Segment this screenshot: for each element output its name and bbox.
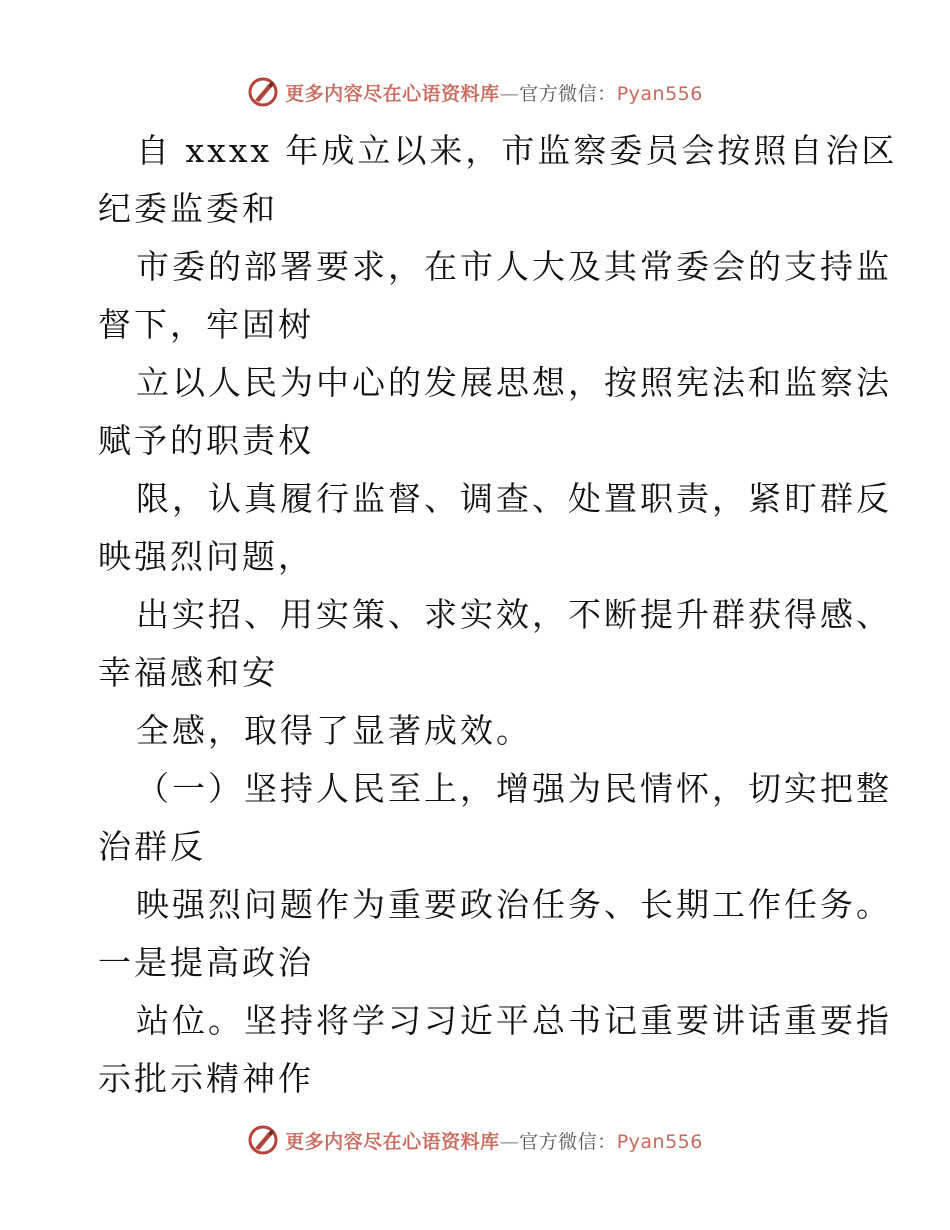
text-line: 治群反 <box>98 827 206 866</box>
header-brand: 更多内容尽在心语资料库 <box>285 82 500 105</box>
text-line: 赋予的职责权 <box>98 421 314 460</box>
text-line: 全感，取得了显著成效。 <box>136 711 532 750</box>
footer-text <box>285 1127 703 1154</box>
text-line: 站位。坚持将学习习近平总书记重要讲话重要指 <box>136 1001 892 1040</box>
header-text <box>285 79 703 106</box>
text-line: 市委的部署要求，在市人大及其常委会的支持监 <box>136 247 892 286</box>
document-body <box>98 122 898 1108</box>
text-line: 立以人民为中心的发展思想，按照宪法和监察法 <box>136 363 892 402</box>
text-line: 示批示精神作 <box>98 1059 314 1098</box>
footer-official-label: 官方微信： <box>519 1130 617 1153</box>
header-wechat-id: Pyan556 <box>616 82 703 105</box>
pen-logo-icon <box>247 76 279 108</box>
pen-logo-icon <box>247 1124 279 1156</box>
footer-dash: — <box>499 1130 520 1153</box>
footer-brand: 更多内容尽在心语资料库 <box>285 1130 500 1153</box>
text-line: 幸福感和安 <box>98 653 278 692</box>
header-banner <box>0 72 950 112</box>
text-line: 自 xxxx 年成立以来，市监察委员会按照自治区 <box>136 131 898 170</box>
text-line: 督下，牢固树 <box>98 305 314 344</box>
text-line: （一）坚持人民至上，增强为民情怀，切实把整 <box>136 769 892 808</box>
text-line: 映强烈问题作为重要政治任务、长期工作任务。 <box>136 885 892 924</box>
text-line: 映强烈问题， <box>98 537 314 576</box>
header-dash: — <box>499 82 520 105</box>
text-line: 限，认真履行监督、调查、处置职责，紧盯群反 <box>136 479 892 518</box>
footer-banner <box>0 1120 950 1160</box>
text-line: 纪委监委和 <box>98 189 278 228</box>
text-line: 一是提高政治 <box>98 943 314 982</box>
header-official-label: 官方微信： <box>519 82 617 105</box>
footer-wechat-id: Pyan556 <box>616 1130 703 1153</box>
text-line: 出实招、用实策、求实效，不断提升群获得感、 <box>136 595 892 634</box>
